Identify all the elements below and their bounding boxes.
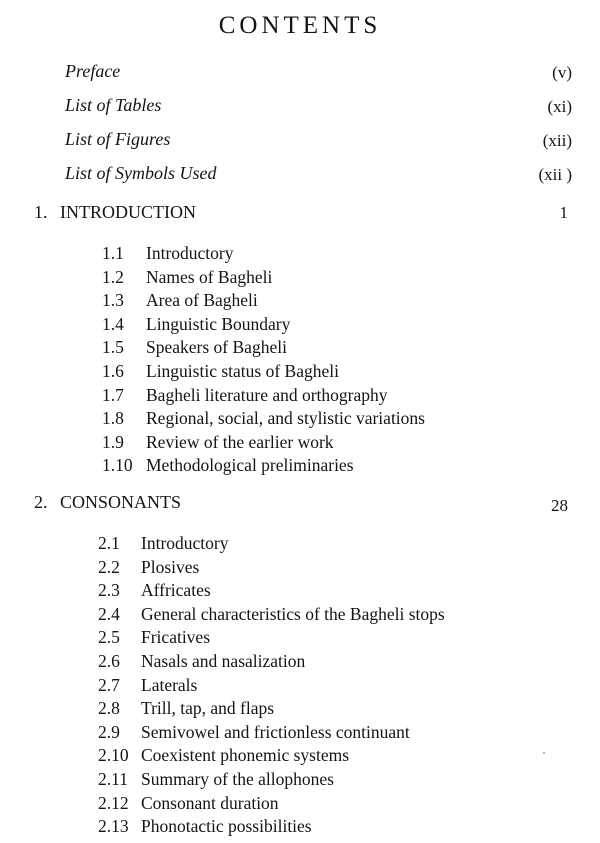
section-number: 1.6 (102, 361, 124, 381)
section-label: Area of Bagheli (146, 290, 258, 311)
section-label: Affricates (141, 580, 211, 601)
page-title: CONTENTS (218, 12, 382, 39)
chapter-page: 28 (551, 496, 568, 515)
section-number: 2.5 (98, 627, 120, 648)
chapter-heading (34, 492, 181, 513)
section-label: Coexistent phonemic systems (141, 745, 350, 766)
section-number: 2.10 (98, 745, 129, 766)
section-number: 2.7 (98, 674, 120, 695)
section-number: 1.3 (102, 290, 124, 311)
section-number: 1.1 (102, 243, 124, 263)
front-matter-page: (xii) (542, 131, 572, 150)
section-label: Regional, social, and stylistic variations (146, 408, 425, 429)
section-number: 1.4 (102, 313, 124, 334)
section-number: 2.2 (98, 556, 120, 577)
chapter-number: 1. (34, 202, 48, 222)
front-matter-label: List of Figures (65, 129, 171, 149)
section-number: 2.12 (98, 792, 129, 813)
section-number: 2.4 (98, 603, 120, 624)
section-number: 1.10 (102, 455, 133, 476)
section-label: Linguistic Boundary (146, 313, 291, 334)
front-matter-page: (xi) (547, 97, 572, 116)
front-matter-label: List of Symbols Used (65, 163, 217, 183)
section-label: Plosives (141, 556, 200, 577)
section-number: 2.13 (98, 816, 129, 837)
section-label: Nasals and nasalization (141, 651, 306, 671)
section-label: General characteristics of the Bagheli stops (141, 603, 445, 624)
section-label: Speakers of Bagheli (146, 337, 287, 358)
section-number: 1.5 (102, 337, 124, 358)
section-label: Phonotactic possibilities (141, 816, 312, 837)
section-label: Semivowel and frictionless continuant (141, 721, 410, 742)
speck-mark (543, 752, 545, 754)
front-matter-label: List of Tables (65, 95, 162, 115)
chapter-title: INTRODUCTION (60, 202, 196, 222)
chapter-title: CONSONANTS (60, 492, 182, 512)
section-number: 1.8 (102, 408, 124, 429)
section-number: 2.11 (98, 769, 128, 789)
chapter-page: 1 (559, 203, 568, 222)
section-number: 2.9 (98, 721, 120, 742)
section-label: Bagheli literature and orthography (146, 384, 388, 405)
front-matter-label: Preface (65, 61, 121, 81)
front-matter-page: (v) (552, 63, 572, 82)
section-label: Review of the earlier work (146, 431, 334, 452)
section-label: Fricatives (141, 627, 211, 648)
section-number: 1.9 (102, 431, 124, 452)
section-number: 2.6 (98, 651, 120, 671)
chapter-heading (34, 202, 196, 223)
section-label: Linguistic status of Bagheli (146, 361, 339, 381)
section-number: 1.7 (102, 384, 124, 405)
section-number: 2.1 (98, 533, 120, 553)
section-label: Names of Bagheli (146, 266, 273, 287)
section-label: Laterals (141, 674, 198, 695)
section-label: Introductory (141, 533, 229, 553)
section-label: Summary of the allophones (141, 769, 334, 789)
front-matter-page: (xii ) (538, 165, 572, 184)
section-label: Consonant duration (141, 792, 279, 813)
section-label: Trill, tap, and flaps (141, 698, 275, 719)
section-label: Introductory (146, 243, 234, 263)
section-number: 1.2 (102, 266, 124, 287)
section-number: 2.8 (98, 698, 120, 719)
chapter-number: 2. (34, 492, 48, 512)
section-label: Methodological preliminaries (146, 455, 354, 476)
section-number: 2.3 (98, 580, 120, 601)
